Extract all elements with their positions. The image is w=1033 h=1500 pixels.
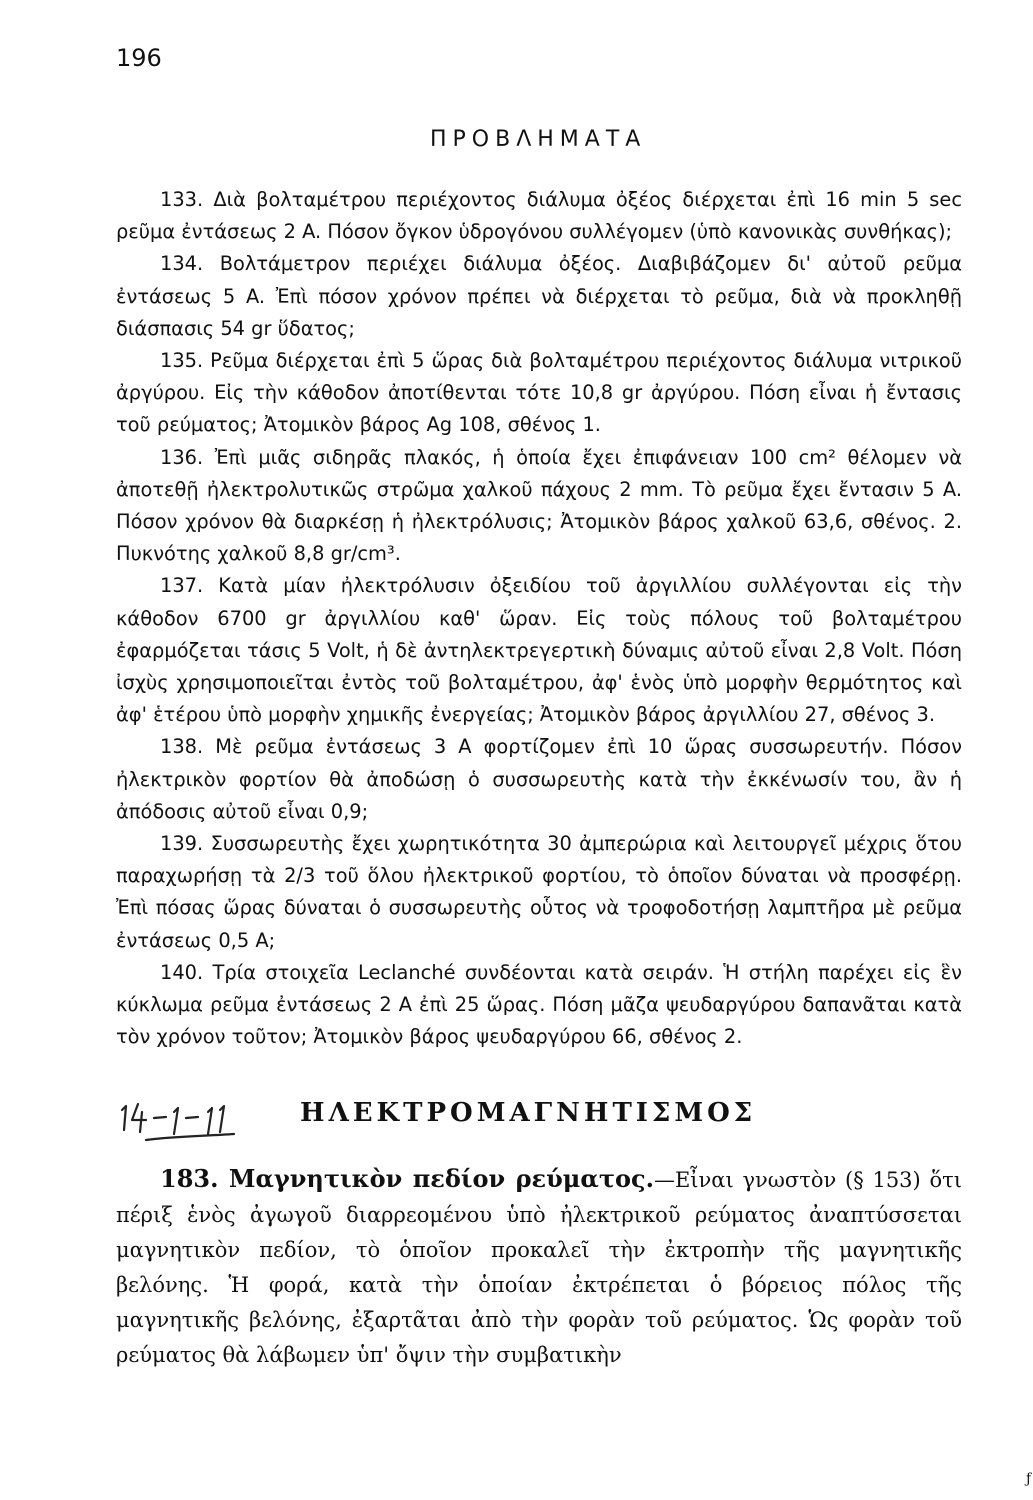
problem-136 [116,442,962,571]
section-heading: ΠΡΟΒΛΗΜΑΤΑ [430,127,647,152]
problem-134 [116,248,962,345]
problem-text: Συσσωρευτὴς ἔχει χωρητικότητα 30 ἀμπερώρια καὶ λειτουργεῖ μέχρις ὅτου παραχωρήσῃ τὰ 2/3 τοῦ ὅλου ἠλεκτρικοῦ φορτίου, τὸ ὁποῖον δύναται νὰ προσφέρῃ. Ἐπὶ πόσας ὥρας δύναται ὁ συσσωρευτὴς οὗτος νὰ τροφοδοτήσῃ λαμπτῆρα μὲ ρεῦμα ἐντάσεως 0,5 A; [116,832,962,952]
page-number: 196 [116,44,162,72]
problem-text: Κατὰ μίαν ἠλεκτρόλυσιν ὀξειδίου τοῦ ἀργιλλίου συλλέγονται εἰς τὴν κάθοδον 6700 gr ἀργιλλίου καθ' ὥραν. Εἰς τοὺς πόλους τοῦ βολταμέτρου ἐφαρμόζεται τάσις 5 Volt, ἡ δὲ ἀντηλεκτρεγερτικὴ δύναμις αὐτοῦ εἶναι 2,8 Volt. Πόση ἰσχὺς χρησιμοποιεῖται ἐντὸς τοῦ βολταμέτρου, ἀφ' ἑνὸς ὑπὸ μορφὴν θερμότητος καὶ ἀφ' ἑτέρου ὑπὸ μορφὴν χημικῆς ἐνεργείας; Ἀτομικὸν βάρος ἀργιλλίου 27, σθένος 3. [116,574,962,727]
problem-text: Βολτάμετρον περιέχει διάλυμα ὀξέος. Διαβιβάζομεν δι' αὐτοῦ ρεῦμα ἐντάσεως 5 A. Ἐπὶ πόσον χρόνον πρέπει νὰ διέρχεται τὸ ρεῦμα, διὰ νὰ προκληθῇ διάσπασις 54 gr ὕδατος; [116,252,962,340]
problem-number: 136. [160,445,204,469]
problem-number: 137. [160,574,204,598]
problem-number: 139. [160,832,204,856]
problem-137 [116,570,962,731]
problem-text: Μὲ ρεῦμα ἐντάσεως 3 A φορτίζομεν ἐπὶ 10 ὥρας συσσωρευτήν. Πόσον ἠλεκτρικὸν φορτίον θὰ ἀποδώσῃ ὁ συσσωρευτὴς κατὰ τὴν ἐκκένωσίν του, ἂν ἡ ἀπόδοσις αὐτοῦ εἶναι 0,9; [116,735,962,823]
problem-140 [116,957,962,1054]
section-183-paragraph [116,1161,962,1373]
margin-mark: ƒ [1026,1471,1032,1487]
section-183-heading: 183. Μαγνητικὸν πεδίον ρεύματος. [160,1164,654,1193]
problem-number: 140. [160,960,204,984]
problems-list [116,184,962,1053]
problem-135 [116,345,962,442]
problem-text: Ἐπὶ μιᾶς σιδηρᾶς πλακός, ἡ ὁποία ἔχει ἐπιφάνειαν 100 cm² θέλομεν νὰ ἀποτεθῇ ἠλεκτρολυτικῶς στρῶμα χαλκοῦ πάχους 2 mm. Τὸ ρεῦμα ἔχει ἔντασιν 5 A. Πόσον χρόνον θὰ διαρκέσῃ ἡ ἠλεκτρόλυσις; Ἀτομικὸν βάρος χαλκοῦ 63,6, σθένος. 2. Πυκνότης χαλκοῦ 8,8 gr/cm³. [116,445,962,566]
chapter-heading-block [116,1090,962,1150]
problem-text: Ρεῦμα διέρχεται ἐπὶ 5 ὥρας διὰ βολταμέτρου περιέχοντος διάλυμα νιτρικοῦ ἀργύρου. Εἰς τὴν κάθοδον ἀποτίθενται τότε 10,8 gr ἀργύρου. Πόση εἶναι ἡ ἔντασις τοῦ ρεύματος; Ἀτομικὸν βάρος Ag 108, σθένος 1. [116,349,962,437]
problem-number: 133. [160,188,204,211]
problem-text: Τρία στοιχεῖα Leclanché συνδέονται κατὰ σειράν. Ἡ στήλη παρέχει εἰς ἓν κύκλωμα ρεῦμα ἐντάσεως 2 A ἐπὶ 25 ὥρας. Πόση μᾶζα ψευδαργύρου δαπανᾶται κατὰ τὸν χρόνον τοῦτον; Ἀτομικὸν βάρος ψευδαργύρου 66, σθένος 2. [116,960,962,1049]
problem-number: 134. [160,252,204,276]
problem-number: 138. [160,735,204,759]
handwritten-date [116,1090,286,1150]
problem-number: 135. [160,349,204,373]
problem-138 [116,731,962,828]
problem-text: Διὰ βολταμέτρου περιέχοντος διάλυμα ὀξέος διέρχεται ἐπὶ 16 min 5 sec ρεῦμα ἐντάσεως 2 A. Πόσον ὄγκον ὑδρογόνου συλλέγομεν (ὑπὸ κανονικὰς συνθήκας); [116,188,962,244]
problem-133 [116,184,962,248]
section-183-body: —Εἶναι γνωστὸν (§ 153) ὅτι πέριξ ἑνὸς ἀγωγοῦ διαρρεομένου ὑπὸ ἠλεκτρικοῦ ρεύματος ἀναπτύσσεται μαγνητικὸν πεδίον, τὸ ὁποῖον προκαλεῖ τὴν ἐκτροπὴν τῆς μαγνητικῆς βελόνης. Ἡ φορά, κατὰ τὴν ὁποίαν ἐκτρέπεται ὁ βόρειος πόλος τῆς μαγνητικῆς βελόνης, ἐξαρτᾶται ἀπὸ τὴν φορὰν τοῦ ρεύματος. Ὡς φορὰν τοῦ ρεύματος θὰ λάβωμεν ὑπ' ὄψιν τὴν συμβατικὴν [116,1168,962,1367]
problem-139 [116,828,962,957]
chapter-title: ΗΛΕΚΤΡΟΜΑΓΝΗΤΙΣΜΟΣ [300,1098,757,1128]
